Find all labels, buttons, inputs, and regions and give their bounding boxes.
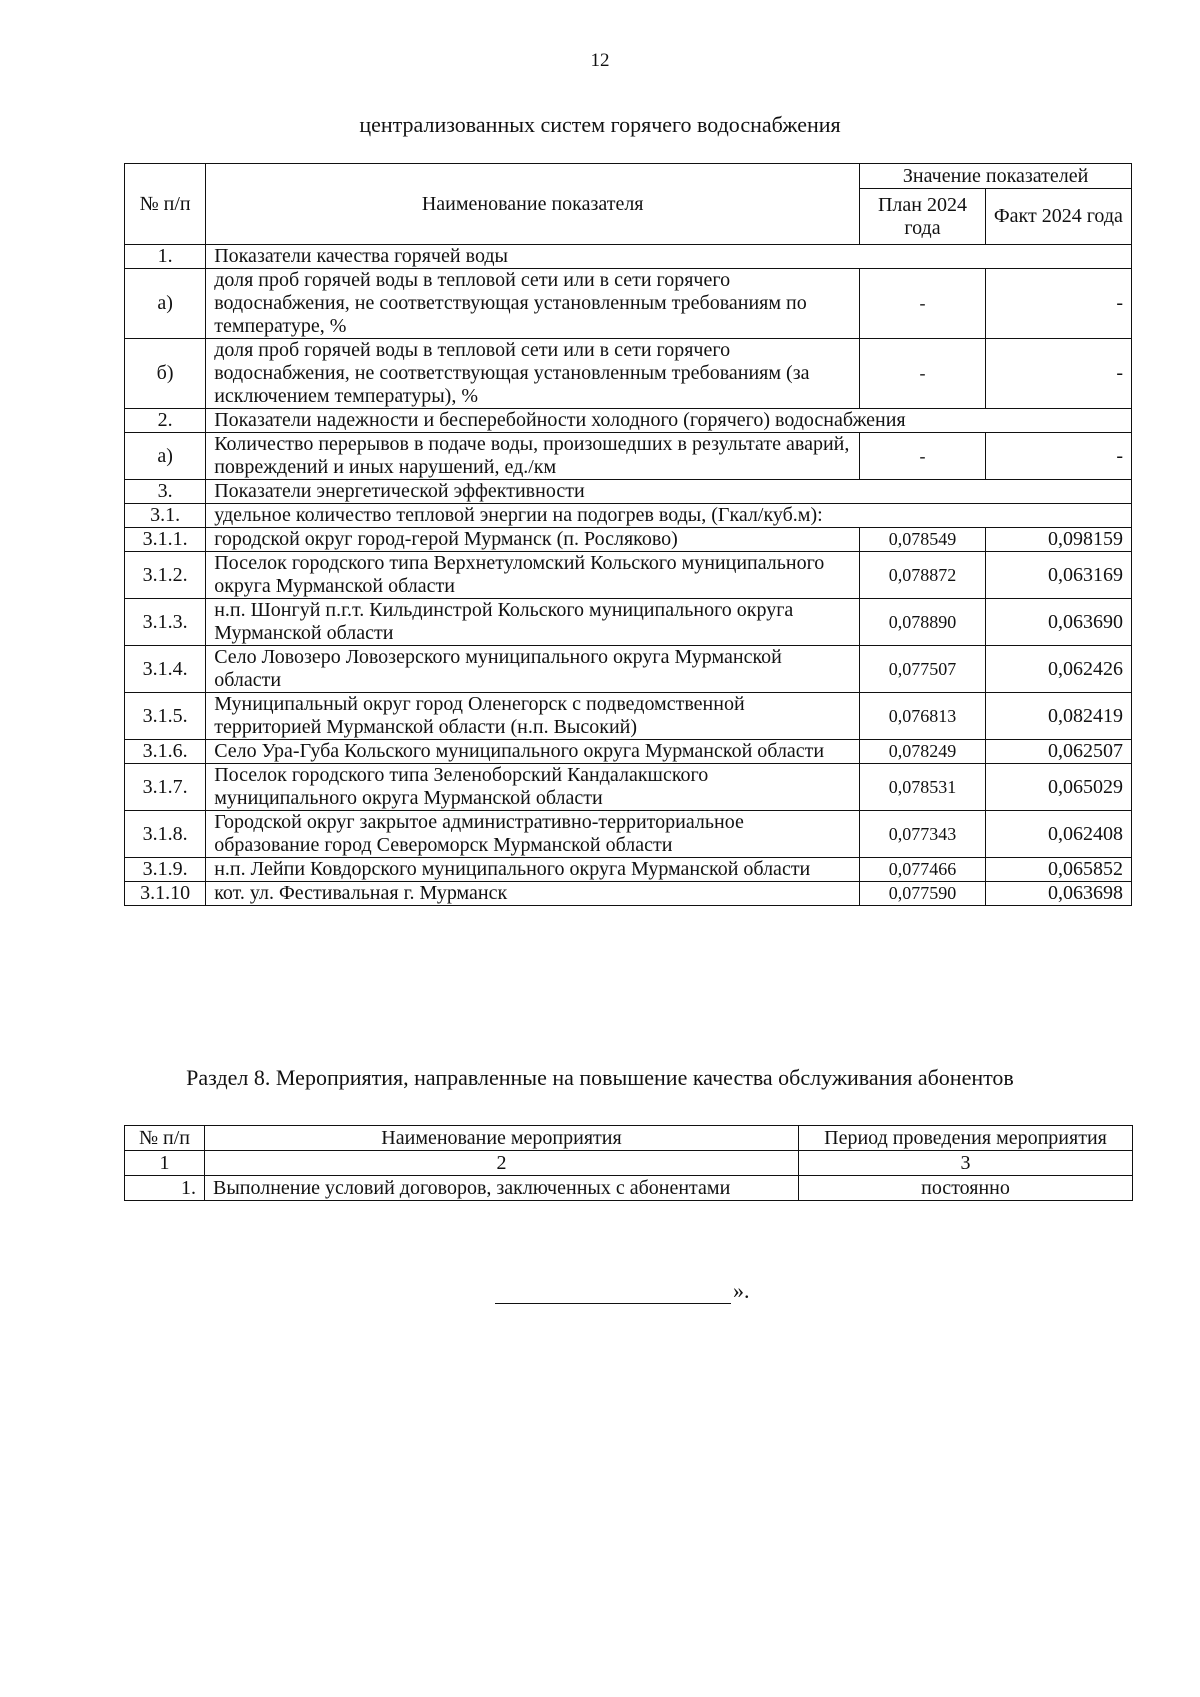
measures-row-num: 1. bbox=[125, 1176, 205, 1201]
header-values-group: Значение показателей bbox=[860, 164, 1132, 189]
row-fact-value: - bbox=[985, 339, 1131, 409]
section8-title: Раздел 8. Мероприятия, направленные на повышение качества обслуживания абонентов bbox=[186, 1065, 1014, 1090]
row-fact-value: - bbox=[985, 433, 1131, 480]
row-plan-value: 0,077507 bbox=[860, 646, 986, 693]
measures-row bbox=[125, 1176, 1133, 1201]
row-fact-value: 0,062507 bbox=[985, 740, 1131, 764]
row-name: городской округ город-герой Мурманск (п. Росляково) bbox=[206, 528, 860, 552]
row-fact-value: 0,062408 bbox=[985, 811, 1131, 858]
row-plan-value: 0,078890 bbox=[860, 599, 986, 646]
indicator-row bbox=[125, 552, 1132, 599]
indicator-row bbox=[125, 433, 1132, 480]
measures-colnum-2: 2 bbox=[205, 1151, 799, 1176]
indicator-row bbox=[125, 693, 1132, 740]
row-name: удельное количество тепловой энергии на подогрев воды, (Гкал/куб.м): bbox=[206, 504, 1132, 528]
indicator-row bbox=[125, 858, 1132, 882]
measures-header-row bbox=[125, 1126, 1133, 1151]
header-num: № п/п bbox=[125, 164, 206, 245]
row-plan-value: 0,078249 bbox=[860, 740, 986, 764]
section-row bbox=[125, 480, 1132, 504]
row-name: н.п. Лейпи Ковдорского муниципального округа Мурманской области bbox=[206, 858, 860, 882]
row-fact-value: 0,062426 bbox=[985, 646, 1131, 693]
measures-colnum-3: 3 bbox=[799, 1151, 1133, 1176]
row-num: б) bbox=[125, 339, 206, 409]
measures-row-period: постоянно bbox=[799, 1176, 1133, 1201]
row-name: Городской округ закрытое административно-территориальное образование город Североморск Мурманской области bbox=[206, 811, 860, 858]
measures-colnum-1: 1 bbox=[125, 1151, 205, 1176]
row-fact-value: 0,063690 bbox=[985, 599, 1131, 646]
row-name: Поселок городского типа Зеленоборский Кандалакшского муниципального округа Мурманской области bbox=[206, 764, 860, 811]
row-plan-value: 0,078872 bbox=[860, 552, 986, 599]
row-num: 3.1. bbox=[125, 504, 206, 528]
row-plan-value: 0,077466 bbox=[860, 858, 986, 882]
closing-mark bbox=[495, 1278, 750, 1304]
row-num: 3.1.3. bbox=[125, 599, 206, 646]
row-name: Село Ура-Губа Кольского муниципального округа Мурманской области bbox=[206, 740, 860, 764]
indicator-row bbox=[125, 528, 1132, 552]
row-name: Показатели качества горячей воды bbox=[206, 245, 1132, 269]
row-fact-value: - bbox=[985, 269, 1131, 339]
row-fact-value: 0,065852 bbox=[985, 858, 1131, 882]
indicator-row bbox=[125, 740, 1132, 764]
row-name: Муниципальный округ город Оленегорск с подведомственной территорией Мурманской области (н.п. Высокий) bbox=[206, 693, 860, 740]
closing-quote: ». bbox=[733, 1278, 750, 1303]
row-fact-value: 0,063698 bbox=[985, 882, 1131, 906]
indicator-row bbox=[125, 269, 1132, 339]
row-num: а) bbox=[125, 433, 206, 480]
indicators-table bbox=[124, 163, 1132, 906]
row-num: 3.1.4. bbox=[125, 646, 206, 693]
row-num: 3. bbox=[125, 480, 206, 504]
row-plan-value: - bbox=[860, 269, 986, 339]
row-num: 3.1.2. bbox=[125, 552, 206, 599]
measures-table bbox=[124, 1125, 1133, 1201]
table-caption: централизованных систем горячего водоснабжения bbox=[359, 112, 841, 137]
page-number: 12 bbox=[590, 50, 610, 71]
measures-row-name: Выполнение условий договоров, заключенных с абонентами bbox=[205, 1176, 799, 1201]
row-name: Показатели надежности и бесперебойности холодного (горячего) водоснабжения bbox=[206, 409, 1132, 433]
row-name: Количество перерывов в подаче воды, произошедших в результате аварий, повреждений и иных нарушений, ед./км bbox=[206, 433, 860, 480]
measures-colnum-row bbox=[125, 1151, 1133, 1176]
row-plan-value: 0,078531 bbox=[860, 764, 986, 811]
row-name: доля проб горячей воды в тепловой сети или в сети горячего водоснабжения, не соответствующая установленным требованиям (за исключением температуры), % bbox=[206, 339, 860, 409]
row-name: н.п. Шонгуй п.г.т. Кильдинстрой Кольского муниципального округа Мурманской области bbox=[206, 599, 860, 646]
row-num: а) bbox=[125, 269, 206, 339]
row-name: доля проб горячей воды в тепловой сети или в сети горячего водоснабжения, не соответствующая установленным требованиям по температуре, % bbox=[206, 269, 860, 339]
header-fact: Факт 2024 года bbox=[985, 189, 1131, 245]
row-num: 3.1.5. bbox=[125, 693, 206, 740]
measures-header-name: Наименование мероприятия bbox=[205, 1126, 799, 1151]
measures-header-num: № п/п bbox=[125, 1126, 205, 1151]
row-num: 1. bbox=[125, 245, 206, 269]
row-fact-value: 0,063169 bbox=[985, 552, 1131, 599]
row-plan-value: 0,077590 bbox=[860, 882, 986, 906]
row-num: 3.1.8. bbox=[125, 811, 206, 858]
row-num: 3.1.1. bbox=[125, 528, 206, 552]
row-num: 3.1.6. bbox=[125, 740, 206, 764]
indicator-row bbox=[125, 811, 1132, 858]
row-num: 3.1.9. bbox=[125, 858, 206, 882]
row-fact-value: 0,082419 bbox=[985, 693, 1131, 740]
signature-line bbox=[495, 1283, 731, 1304]
indicator-row bbox=[125, 646, 1132, 693]
row-num: 3.1.10 bbox=[125, 882, 206, 906]
section-row bbox=[125, 409, 1132, 433]
measures-header-period: Период проведения мероприятия bbox=[799, 1126, 1133, 1151]
row-name: кот. ул. Фестивальная г. Мурманск bbox=[206, 882, 860, 906]
row-plan-value: 0,077343 bbox=[860, 811, 986, 858]
indicator-row bbox=[125, 599, 1132, 646]
row-fact-value: 0,098159 bbox=[985, 528, 1131, 552]
indicator-row bbox=[125, 882, 1132, 906]
indicator-row bbox=[125, 339, 1132, 409]
row-plan-value: - bbox=[860, 339, 986, 409]
row-plan-value: 0,078549 bbox=[860, 528, 986, 552]
row-fact-value: 0,065029 bbox=[985, 764, 1131, 811]
row-plan-value: - bbox=[860, 433, 986, 480]
row-name: Село Ловозеро Ловозерского муниципального округа Мурманской области bbox=[206, 646, 860, 693]
section-row bbox=[125, 245, 1132, 269]
indicators-header-row bbox=[125, 164, 1132, 189]
row-plan-value: 0,076813 bbox=[860, 693, 986, 740]
section-row bbox=[125, 504, 1132, 528]
indicator-row bbox=[125, 764, 1132, 811]
header-plan: План 2024 года bbox=[860, 189, 986, 245]
row-name: Поселок городского типа Верхнетуломский Кольского муниципального округа Мурманской области bbox=[206, 552, 860, 599]
row-num: 3.1.7. bbox=[125, 764, 206, 811]
header-name: Наименование показателя bbox=[206, 164, 860, 245]
row-num: 2. bbox=[125, 409, 206, 433]
row-name: Показатели энергетической эффективности bbox=[206, 480, 1132, 504]
